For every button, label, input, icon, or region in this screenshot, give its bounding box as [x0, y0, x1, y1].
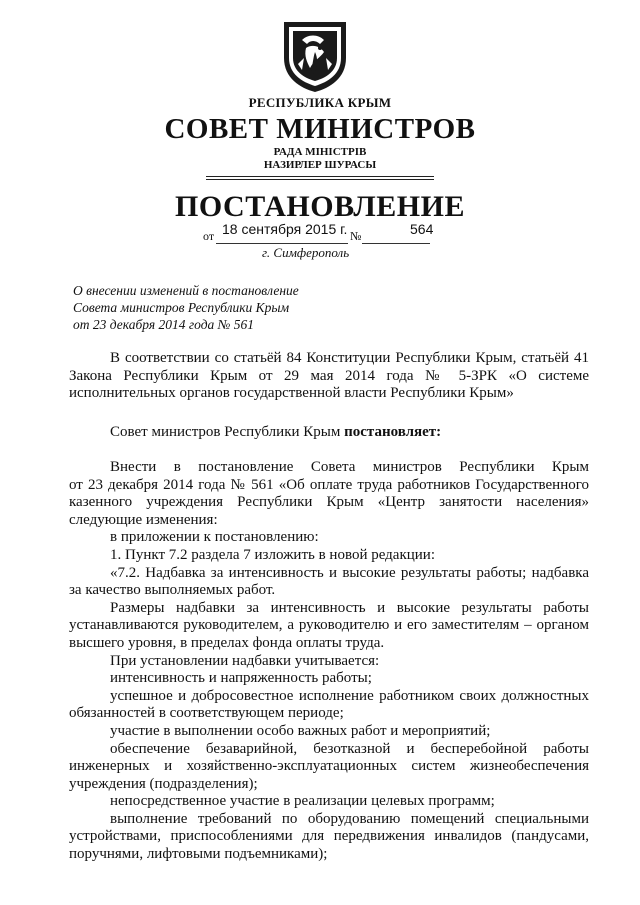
text-line: за качество выполняемых работ. — [69, 582, 276, 599]
text-line: 1. Пункт 7.2 раздела 7 изложить в новой редакции: — [110, 546, 436, 563]
number-label: № — [350, 229, 362, 243]
text-line: В соответствии со статьёй 84 Конституции Республики Крым, статьёй 41 — [110, 350, 589, 366]
subject-line: от 23 декабря 2014 года № 561 — [73, 317, 254, 332]
text-line: устройствами, приспособлениями для передвижения инвалидов (пандусами, — [69, 828, 589, 845]
document-type-title: ПОСТАНОВЛЕНИЕ — [175, 190, 465, 223]
text-line: непосредственное участие в реализации целевых программ; — [110, 793, 495, 810]
text-line: выполнение требований по оборудованию помещений специальными — [110, 810, 589, 827]
text-line: учреждения (подразделения); — [69, 775, 258, 792]
resolution-text: Совет министров Республики Крым — [110, 424, 345, 440]
republic-name: РЕСПУБЛИКА КРЫМ — [248, 95, 392, 110]
date-prefix-label: от — [203, 229, 215, 243]
number-underline — [362, 243, 430, 244]
resolution-keyword: постановляет: — [344, 424, 442, 440]
divider — [206, 176, 434, 177]
text-line: Внести в постановление Совета министров Республики Крым — [110, 459, 589, 475]
council-name-crimean-tatar: НАЗИРЛЕР ШУРАСЫ — [263, 159, 377, 171]
text-line: в приложении к постановлению: — [110, 529, 319, 546]
council-name: СОВЕТ МИНИСТРОВ — [164, 113, 476, 145]
text-line: казенного учреждения Республики Крым «Центр занятости населения» — [69, 494, 589, 511]
divider — [206, 179, 434, 180]
document-number: 564 — [410, 221, 434, 237]
text-line: При установлении надбавки учитывается: — [110, 652, 380, 669]
text-line: от 23 декабря 2014 года № 561 «Об оплате труда работников Государственного — [69, 476, 589, 493]
text-line: инженерных и хозяйственно-эксплуатационных систем жизнеобеспечения — [69, 758, 589, 775]
text-line: устанавливаются руководителем, а руководителю и его заместителям – органом — [69, 617, 589, 634]
text-line: успешное и добросовестное исполнение работником своих должностных — [110, 687, 589, 704]
text-line: высшего уровня, в пределах фонда оплаты труда. — [69, 634, 385, 651]
council-name-ukrainian: РАДА МІНІСТРІВ — [273, 146, 367, 158]
preamble — [69, 350, 589, 403]
text-line: Закона Республики Крым от 29 мая 2014 года № 5-ЗРК «О системе — [69, 367, 589, 384]
text-line: интенсивность и напряженность работы; — [110, 670, 372, 687]
resolution-line — [69, 424, 589, 442]
city-label: г. Симферополь — [262, 245, 350, 260]
document-date: 18 сентября 2015 г. — [222, 221, 348, 237]
crimea-coat-of-arms-icon — [280, 18, 350, 94]
text-line: обеспечение безаварийной, безотказной и бесперебойной работы — [110, 740, 589, 757]
text-line: «7.2. Надбавка за интенсивность и высокие результаты работы; надбавка — [110, 564, 589, 581]
text-line: следующие изменения: — [69, 511, 218, 528]
subject-line: Совета министров Республики Крым — [73, 300, 290, 315]
text-line: участие в выполнении особо важных работ и мероприятий; — [110, 722, 491, 739]
text-line: обязанностей в соответствующем периоде; — [69, 705, 344, 722]
text-line: исполнительных органов государственной власти Республики Крым» — [69, 385, 514, 402]
date-underline — [216, 243, 348, 244]
main-text — [69, 459, 589, 864]
subject-line: О внесении изменений в постановление — [73, 283, 299, 298]
text-line: поручнями, лифтовыми подъемниками); — [69, 846, 328, 863]
text-line: Размеры надбавки за интенсивность и высокие результаты работы — [110, 599, 589, 616]
